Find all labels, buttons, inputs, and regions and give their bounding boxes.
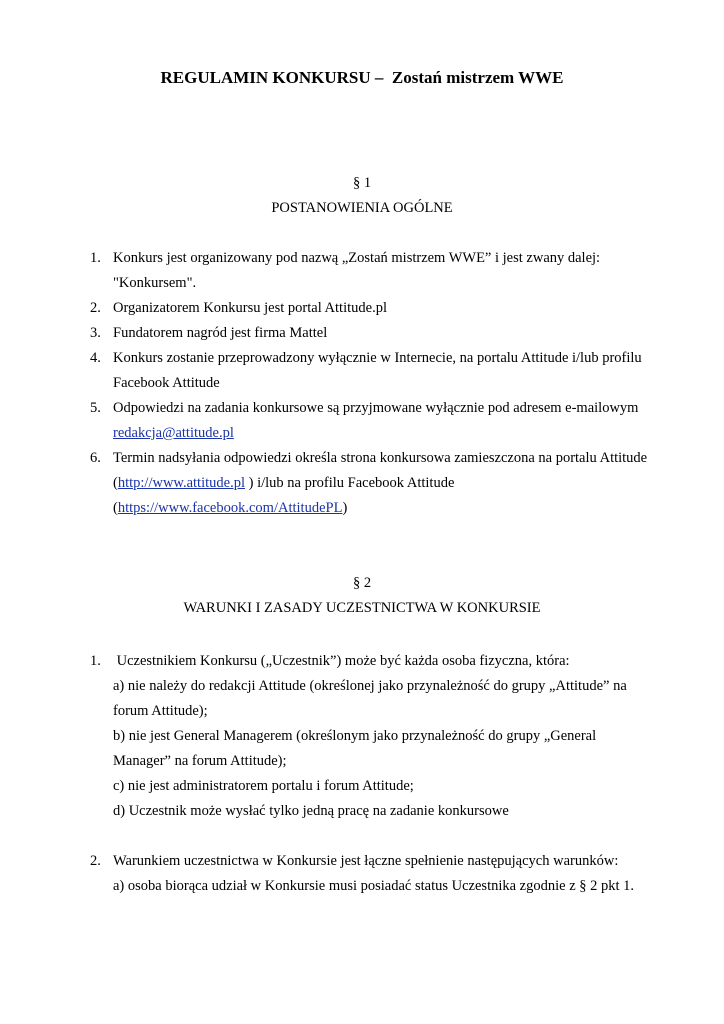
paren-open: ( bbox=[113, 475, 118, 491]
list-item bbox=[0, 396, 724, 421]
item-text: Konkurs zostanie przeprowadzony wyłącznie w Internecie, na portalu Attitude i/lub profilu bbox=[113, 350, 642, 366]
section-2-item-2 bbox=[0, 849, 724, 899]
item-number: 6. bbox=[90, 450, 101, 466]
item-text: a) nie należy do redakcji Attitude (określonej jako przynależność do grupy „Attitude” na bbox=[113, 678, 627, 694]
sub-item-continuation bbox=[0, 749, 724, 774]
paren-close: ) bbox=[342, 500, 348, 516]
list-item-continuation bbox=[0, 471, 724, 496]
facebook-page-link[interactable]: https://www.facebook.com/AttitudePL bbox=[117, 500, 343, 516]
item-number: 1. bbox=[90, 653, 101, 669]
item-text-suffix: ) i/lub na profilu Facebook Attitude bbox=[244, 475, 455, 491]
list-item-continuation bbox=[0, 421, 724, 446]
section-2-number: § 2 bbox=[352, 575, 372, 591]
section-2-item-1 bbox=[0, 649, 724, 824]
item-number: 2. bbox=[90, 300, 101, 316]
item-text: Facebook Attitude bbox=[113, 375, 220, 391]
item-number: 3. bbox=[90, 325, 101, 341]
sub-item bbox=[0, 874, 724, 899]
item-number: 1. bbox=[90, 250, 101, 266]
item-text: Termin nadsyłania odpowiedzi określa strona konkursowa zamieszczona na portalu Attitude bbox=[113, 450, 648, 466]
sub-item bbox=[0, 799, 724, 824]
item-text: a) osoba biorąca udział w Konkursie musi posiadać status Uczestnika zgodnie z § 2 pkt 1. bbox=[113, 878, 635, 894]
item-text bbox=[113, 421, 234, 446]
item-text: Uczestnikiem Konkursu („Uczestnik”) może być każda osoba fizyczna, która: bbox=[113, 653, 570, 669]
sub-item bbox=[0, 774, 724, 799]
item-text: Konkurs jest organizowany pod nazwą „Zostań mistrzem WWE” i jest zwany dalej: bbox=[113, 250, 601, 266]
list-item-continuation bbox=[0, 496, 724, 521]
item-text: d) Uczestnik może wysłać tylko jedną pracę na zadanie konkursowe bbox=[113, 803, 509, 819]
section-1-heading: POSTANOWIENIA OGÓLNE bbox=[271, 200, 453, 216]
list-item bbox=[0, 246, 724, 271]
list-item bbox=[0, 296, 724, 321]
item-text: c) nie jest administratorem portalu i forum Attitude; bbox=[113, 778, 414, 794]
list-item-continuation bbox=[0, 371, 724, 396]
list-item bbox=[0, 346, 724, 371]
section-2-heading: WARUNKI I ZASADY UCZESTNICTWA W KONKURSIE bbox=[183, 600, 541, 616]
page-title: REGULAMIN KONKURSU – Zostań mistrzem WWE bbox=[160, 68, 564, 87]
item-text: b) nie jest General Managerem (określonym jako przynależność do grupy „General bbox=[113, 728, 597, 744]
item-number: 5. bbox=[90, 400, 101, 416]
item-number: 2. bbox=[90, 853, 101, 869]
item-text: Manager” na forum Attitude); bbox=[113, 753, 287, 769]
sub-item bbox=[0, 674, 724, 699]
list-item bbox=[0, 446, 724, 471]
item-text: Warunkiem uczestnictwa w Konkursie jest łączne spełnienie następujących warunków: bbox=[113, 853, 619, 869]
list-item bbox=[0, 649, 724, 674]
section-1-number: § 1 bbox=[352, 175, 372, 191]
attitude-website-link[interactable]: http://www.attitude.pl bbox=[117, 475, 245, 491]
sub-item-continuation bbox=[0, 699, 724, 724]
item-text: Odpowiedzi na zadania konkursowe są przyjmowane wyłącznie pod adresem e-mailowym bbox=[113, 400, 639, 416]
list-item bbox=[0, 321, 724, 346]
sub-item bbox=[0, 724, 724, 749]
item-text: Fundatorem nagród jest firma Mattel bbox=[113, 325, 328, 341]
paren-open: ( bbox=[113, 500, 118, 516]
item-text: "Konkursem". bbox=[113, 275, 197, 291]
item-number: 4. bbox=[90, 350, 101, 366]
list-item-continuation bbox=[0, 271, 724, 296]
list-item bbox=[0, 849, 724, 874]
email-link[interactable]: redakcja@attitude.pl bbox=[113, 425, 234, 441]
item-text: forum Attitude); bbox=[113, 703, 208, 719]
item-text bbox=[113, 496, 347, 521]
item-text: Organizatorem Konkursu jest portal Attitude.pl bbox=[113, 300, 387, 316]
item-text bbox=[113, 471, 454, 496]
section-1-list bbox=[0, 246, 724, 521]
